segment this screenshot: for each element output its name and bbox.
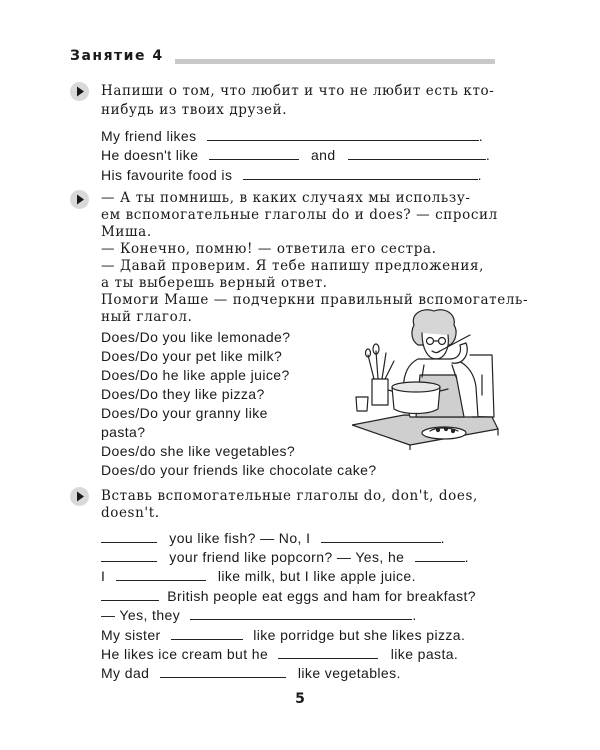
dialogue-line: а ты выберешь верный ответ. — [101, 275, 328, 291]
period: . — [485, 147, 491, 163]
task3-line4 — [101, 587, 476, 606]
period: . — [477, 167, 482, 183]
answer-blank[interactable] — [209, 146, 299, 160]
answer-blank[interactable] — [116, 567, 206, 581]
answer-blank[interactable] — [348, 146, 486, 160]
task3-line4-text: British people eat eggs and ham for breakfast? — [167, 588, 476, 604]
task3-instruction-line2: doesn't. — [101, 505, 160, 521]
task3-line5 — [101, 606, 417, 625]
task3-line7-text2: like pasta. — [390, 646, 459, 662]
granny-cooking-illustration — [352, 305, 500, 450]
sentence: Does/Do they like pizza? — [101, 386, 265, 402]
sentence: pasta? — [101, 424, 146, 440]
answer-blank[interactable] — [190, 606, 412, 620]
sentence: Does/do she like vegetables? — [101, 443, 296, 459]
dialogue-line: Миша. — [101, 224, 152, 240]
play-bullet-icon — [70, 190, 89, 209]
dialogue-line: ем вспомогательные глаголы do и does? — спросил — [101, 207, 498, 223]
task3-line8 — [101, 664, 401, 683]
task3-line8-text2: like vegetables. — [297, 665, 401, 681]
dialogue-line: ный глагол. — [101, 309, 193, 325]
task1-instruction-line1: Напиши о том, что любит и что не любит есть кто- — [101, 83, 495, 99]
task1-line1 — [101, 127, 483, 146]
play-bullet-icon — [70, 82, 89, 101]
task3-line6-text2: like porridge but she likes pizza. — [253, 627, 466, 643]
task3-line2 — [101, 548, 469, 567]
task3-line3 — [101, 567, 416, 586]
task1-instruction-line2: нибудь из твоих друзей. — [101, 102, 288, 118]
period: . — [412, 607, 417, 623]
task1-line2-text2: and — [310, 147, 336, 163]
lesson-title: Занятие 4 — [70, 48, 164, 64]
sentence: Does/Do you like lemonade? — [101, 329, 291, 345]
dialogue-line: Помоги Маше — подчеркни правильный вспомогатель- — [101, 292, 529, 308]
sentence: Does/Do he like apple juice? — [101, 367, 290, 383]
task3-line1-text: you like fish? — No, I — [169, 530, 311, 546]
answer-blank[interactable] — [243, 166, 478, 180]
sentence: Does/Do your pet like milk? — [101, 348, 283, 364]
task3-line8-text1: My dad — [101, 665, 150, 681]
dialogue-line: — Давай проверим. Я тебе напишу предложения, — [101, 258, 484, 274]
play-bullet-icon — [70, 487, 89, 506]
task1-line3-text: His favourite food is — [101, 167, 233, 183]
answer-blank[interactable] — [101, 529, 157, 543]
answer-blank[interactable] — [278, 645, 378, 659]
answer-blank[interactable] — [160, 664, 286, 678]
answer-blank[interactable] — [321, 529, 441, 543]
period: . — [478, 128, 484, 144]
dialogue-line: — А ты помнишь, в каких случаях мы использу- — [101, 190, 471, 206]
answer-blank[interactable] — [101, 548, 157, 562]
page-number: 5 — [295, 691, 305, 707]
task1-line1-text: My friend likes — [101, 128, 197, 144]
task3-line7 — [101, 645, 458, 664]
answer-blank[interactable] — [415, 548, 465, 562]
task2-sentences — [101, 328, 377, 480]
task3-line3-text1: I — [101, 568, 106, 584]
task1-line3 — [101, 166, 482, 185]
task3-line1 — [101, 529, 445, 548]
task3-instruction-line1: Вставь вспомогательные глаголы do, don't, does, — [101, 488, 478, 504]
task3-line3-text2: like milk, but I like apple juice. — [217, 568, 416, 584]
title-divider — [175, 59, 495, 64]
task3-line6 — [101, 626, 465, 645]
sentence: Does/do your friends like chocolate cake? — [101, 462, 377, 478]
answer-blank[interactable] — [101, 587, 159, 601]
task1-line2 — [101, 146, 490, 165]
task3-line5-text: — Yes, they — [101, 607, 181, 623]
answer-blank[interactable] — [207, 127, 479, 141]
period: . — [440, 530, 445, 546]
task3-line6-text1: My sister — [101, 627, 161, 643]
dialogue-line: — Конечно, помню! — ответила его сестра. — [101, 241, 437, 257]
task1-line2-text1: He doesn't like — [101, 147, 199, 163]
period: . — [464, 549, 469, 565]
task3-line2-text: your friend like popcorn? — Yes, he — [169, 549, 405, 565]
answer-blank[interactable] — [171, 626, 243, 640]
sentence: Does/Do your granny like — [101, 405, 268, 421]
task3-line7-text1: He likes ice cream but he — [101, 646, 269, 662]
